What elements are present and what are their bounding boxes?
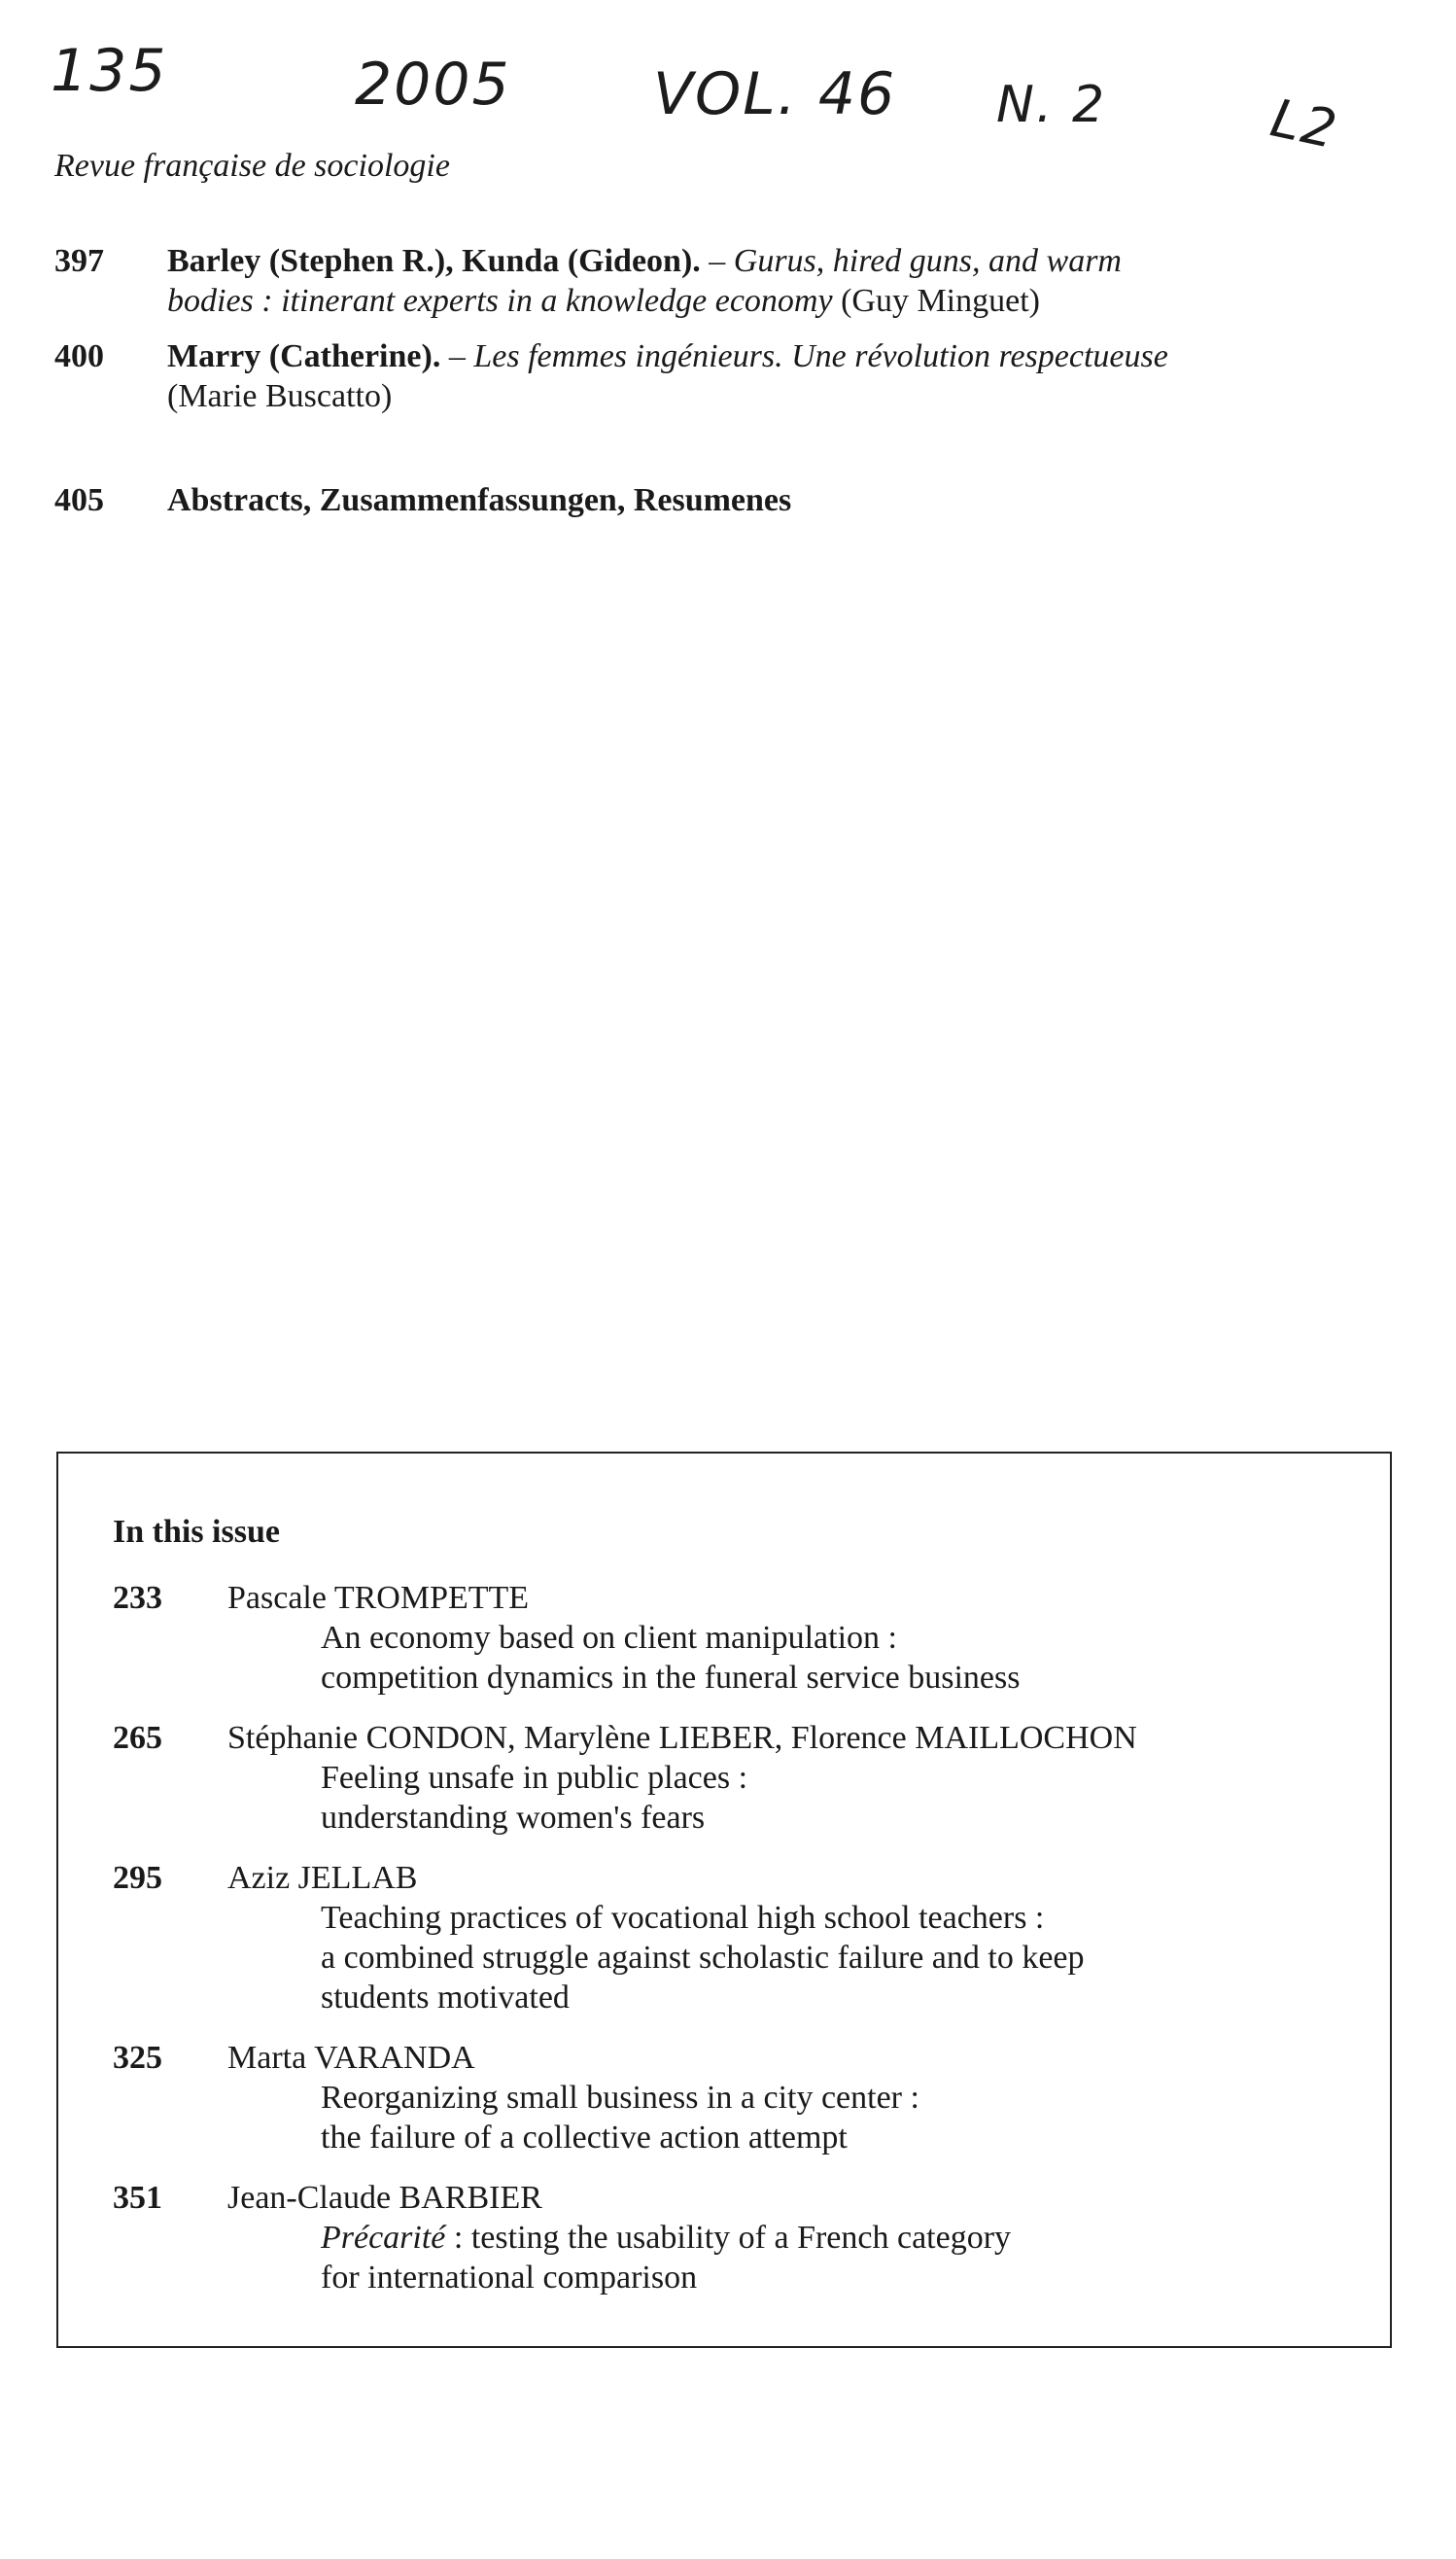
issue-entry-authors: Jean-Claude BARBIER (227, 2180, 542, 2216)
issue-entry-title (321, 2078, 1351, 2157)
issue-entry-title-rest: : testing the usability of a French category (445, 2220, 1012, 2256)
issue-entry-title-line: for international comparison (321, 2260, 698, 2296)
toc-authors: Barley (Stephen R.), Kunda (Gideon). (167, 243, 701, 279)
toc-authors: Marry (Catherine). (167, 338, 441, 374)
issue-entry-title (321, 1898, 1351, 2017)
issue-entry-page: 265 (113, 1720, 162, 1756)
issue-entry-title-line: Reorganizing small business in a city center : (321, 2080, 919, 2116)
toc-page-number: 397 (54, 243, 104, 279)
handwritten-mark: L2 (1265, 87, 1344, 161)
handwritten-year: 2005 (355, 51, 511, 119)
issue-entry-title-line: students motivated (321, 1980, 570, 2016)
handwritten-issue-number: N. 2 (996, 76, 1107, 134)
issue-entry-page: 325 (113, 2040, 162, 2076)
toc-page-number: 405 (54, 482, 104, 518)
toc-entry-body (167, 336, 1421, 416)
issue-entry-title-line: the failure of a collective action attempt (321, 2120, 848, 2156)
issue-entry-authors: Stéphanie CONDON, Marylène LIEBER, Florence MAILLOCHON (227, 1720, 1137, 1756)
issue-entry-title-line: An economy based on client manipulation : (321, 1620, 897, 1656)
issue-entry-title-line: understanding women's fears (321, 1800, 706, 1836)
toc-dash: – (700, 243, 734, 279)
toc-title: Les femmes ingénieurs. Une révolution respectueuse (473, 338, 1168, 374)
issue-entry-title (321, 1618, 1351, 1698)
in-this-issue-heading: In this issue (113, 1514, 280, 1550)
issue-entry-authors: Pascale TROMPETTE (227, 1580, 530, 1616)
toc-reviewer: (Guy Minguet) (832, 283, 1040, 319)
issue-entry-page: 233 (113, 1580, 162, 1616)
issue-entry-authors: Marta VARANDA (227, 2040, 475, 2076)
issue-entry-authors: Aziz JELLAB (227, 1860, 418, 1896)
issue-entry-title (321, 1758, 1351, 1838)
issue-entry-title-line: Feeling unsafe in public places : (321, 1760, 748, 1796)
issue-entry-title-line (321, 2218, 1351, 2258)
issue-entry-page: 351 (113, 2180, 162, 2216)
toc-entry (54, 336, 1415, 424)
issue-entry-title-line: a combined struggle against scholastic failure and to keep (321, 1940, 1085, 1976)
issue-entry-page: 295 (113, 1860, 162, 1896)
toc-page-number: 400 (54, 338, 104, 374)
in-this-issue-box (56, 1452, 1392, 2348)
toc-entry (54, 480, 1415, 524)
journal-title: Revue française de sociologie (54, 148, 450, 184)
toc-entry-body (167, 241, 1421, 321)
issue-entry-title-line: competition dynamics in the funeral service business (321, 1660, 1021, 1696)
toc-section-label: Abstracts, Zusammenfassungen, Resumenes (167, 482, 792, 518)
toc-dash: – (440, 338, 474, 374)
toc-entry (54, 241, 1415, 329)
handwritten-volume: VOL. 46 (653, 60, 897, 128)
toc-reviewer: (Marie Buscatto) (167, 378, 393, 414)
issue-entry-title (321, 2218, 1351, 2297)
toc-title: Gurus, hired guns, and warm (733, 243, 1122, 279)
issue-entry-title-italic: Précarité (321, 2220, 446, 2256)
issue-entry-title-line: Teaching practices of vocational high school teachers : (321, 1900, 1045, 1936)
handwritten-number: 135 (51, 37, 168, 105)
toc-title-continued: bodies : itinerant experts in a knowledge economy (167, 283, 833, 319)
